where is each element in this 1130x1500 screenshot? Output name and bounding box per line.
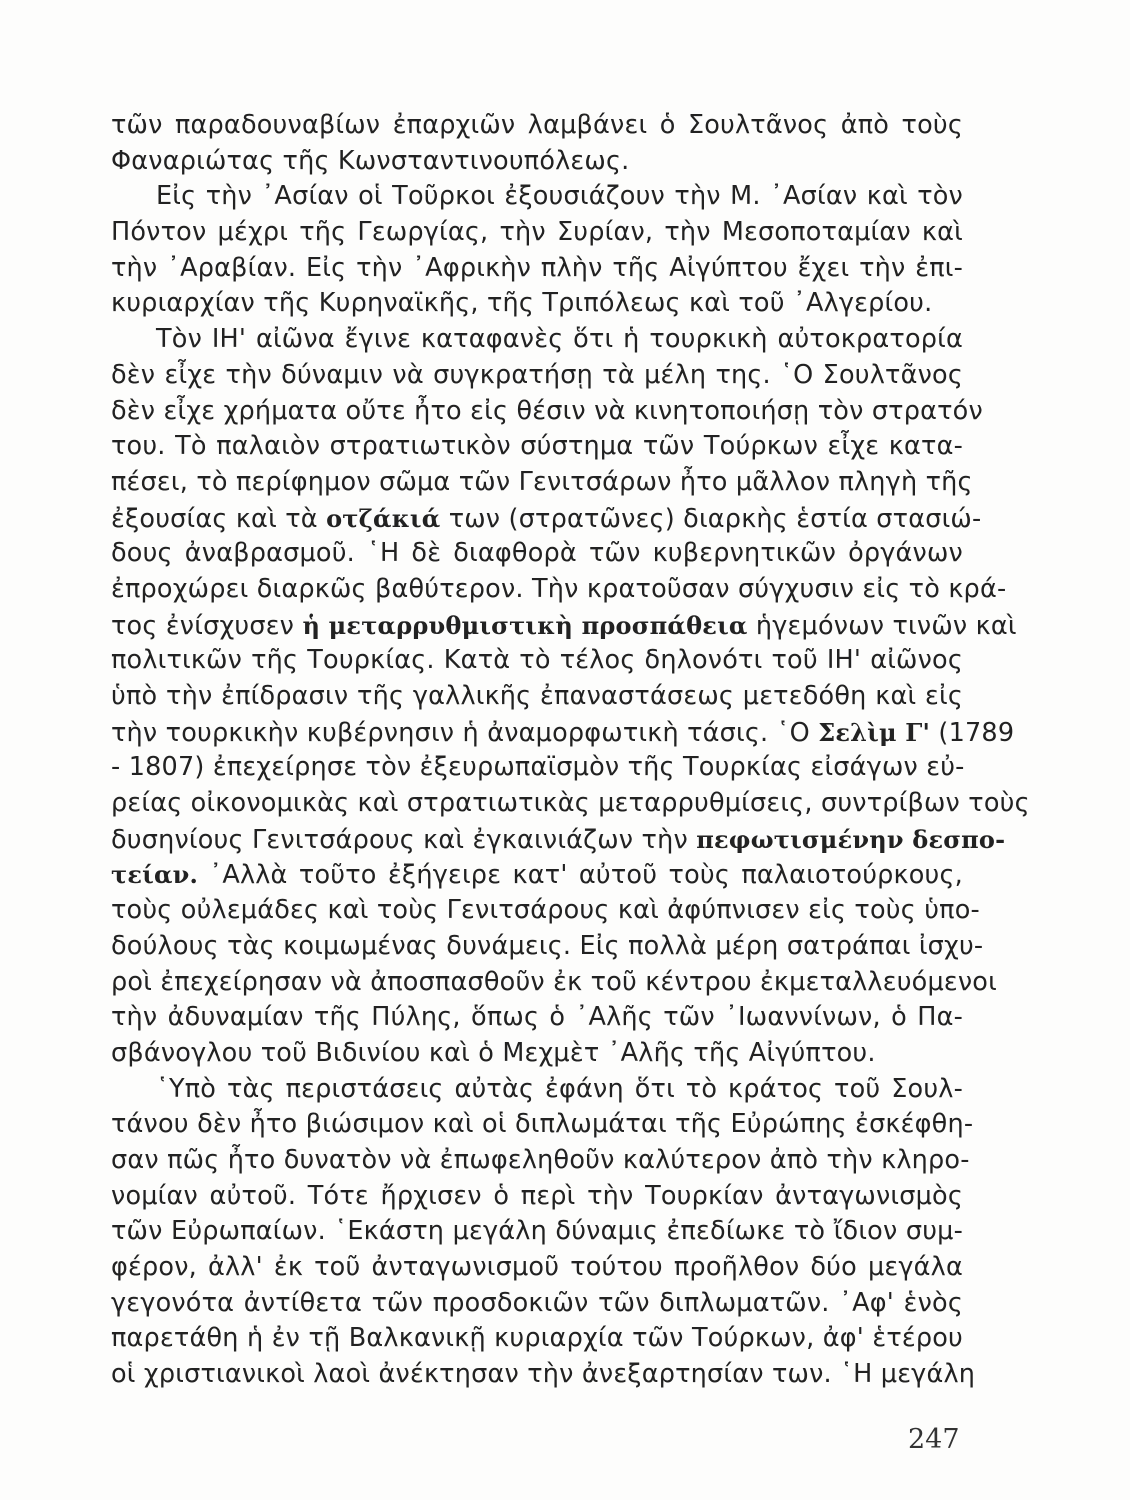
body-text — [111, 108, 1030, 1393]
text-segment: ῾Υπὸ τὰς περιστάσεις αὐτὰς ἐφάνη ὅτι τὸ κράτος τοῦ Σουλ- — [156, 1073, 963, 1104]
text-line — [111, 251, 963, 287]
text-line — [111, 1143, 970, 1179]
text-segment: τοὺς οὐλεμάδες καὶ τοὺς Γενιτσάρους καὶ ἀφύπνισεν εἰς τοὺς ὑπο- — [111, 895, 980, 926]
text-line — [111, 286, 963, 322]
text-segment: πολιτικῶν τῆς Τουρκίας. Κατὰ τὸ τέλος δηλονότι τοῦ ΙΗ' αἰῶνος — [111, 645, 963, 676]
text-line — [111, 1357, 976, 1393]
text-line — [111, 822, 1006, 858]
page-number: 247 — [908, 1424, 960, 1455]
text-segment: νομίαν αὐτοῦ. Τότε ἤρχισεν ὁ περὶ τὴν Τουρκίαν ἀνταγωνισμὸς — [111, 1180, 963, 1211]
text-line — [111, 893, 980, 929]
text-line — [111, 1250, 963, 1286]
text-line — [111, 1179, 963, 1215]
text-line — [111, 108, 963, 144]
text-line — [111, 750, 963, 786]
text-segment: δὲν εἶχε τὴν δύναμιν νὰ συγκρατήσῃ τὰ μέλη της. ῾Ο Σουλτᾶνος — [111, 359, 963, 390]
text-segment: ρείας οἰκονομικὰς καὶ στρατιωτικὰς μεταρρυθμίσεις, συντρίβων τοὺς — [111, 788, 1030, 819]
text-segment: σβάνογλου τοῦ Βιδινίου καὶ ὁ Μεχμὲτ ᾿Αλῆς τῆς Αἰγύπτου. — [111, 1037, 876, 1068]
bold-term: ἡ μεταρρυθμιστικὴ προσπάθεια — [302, 610, 748, 640]
text-line — [111, 1286, 963, 1322]
text-segment: τος ἐνίσχυσεν — [111, 610, 303, 641]
text-line — [111, 1000, 963, 1036]
text-segment: ἡγεμόνων τινῶν καὶ — [747, 610, 1017, 641]
text-segment: Πόντον μέχρι τῆς Γεωργίας, τὴν Συρίαν, τὴν Μεσοποταμίαν καὶ — [111, 217, 963, 248]
text-line — [111, 929, 984, 965]
text-segment: των (στρατῶνες) διαρκὴς ἑστία στασιώ- — [440, 503, 982, 534]
text-segment: Τὸν ΙΗ' αἰῶνα ἔγινε καταφανὲς ὅτι ἡ τουρκικὴ αὐτοκρατορία — [156, 324, 963, 355]
text-segment: τῶν παραδουναβίων ἐπαρχιῶν λαμβάνει ὁ Σουλτᾶνος ἀπὸ τοὺς — [111, 110, 963, 140]
text-segment: Εἰς τὴν ᾿Ασίαν οἱ Τοῦρκοι ἐξουσιάζουν τὴν Μ. ᾿Ασίαν καὶ τὸν — [156, 181, 963, 212]
text-line — [111, 501, 982, 537]
bold-term: οτζάκιά — [326, 503, 441, 533]
text-segment: κυριαρχίαν τῆς Κυρηναϊκῆς, τῆς Τριπόλεως καὶ τοῦ ᾿Αλγερίου. — [111, 288, 933, 319]
text-line — [111, 1107, 974, 1143]
text-line — [111, 1321, 963, 1357]
text-segment: τὴν ἀδυναμίαν τῆς Πύλης, ὅπως ὁ ᾿Αλῆς τῶν ᾿Ιωαννίνων, ὁ Πα- — [111, 1002, 963, 1033]
text-line — [111, 179, 963, 215]
text-line — [111, 715, 1015, 751]
text-line — [111, 608, 1017, 644]
text-segment: ἐπροχώρει διαρκῶς βαθύτερον. Τὴν κρατοῦσαν σύγχυσιν εἰς τὸ κρά- — [111, 573, 1007, 604]
text-segment: τὴν ᾿Αραβίαν. Εἰς τὴν ᾿Αφρικὴν πλὴν τῆς Αἰγύπτου ἔχει τὴν ἐπι- — [111, 252, 963, 283]
text-segment: πέσει, τὸ περίφημον σῶμα τῶν Γενιτσάρων ἦτο μᾶλλον πληγὴ τῆς — [111, 466, 973, 497]
text-line — [111, 536, 963, 572]
bold-term: τείαν. — [111, 860, 199, 890]
text-segment: Φαναριώτας τῆς Κωνσταντινουπόλεως. — [111, 145, 630, 176]
text-line — [111, 1072, 963, 1108]
text-line — [111, 1214, 963, 1250]
text-segment: τὴν τουρκικὴν κυβέρνησιν ἡ ἀναμορφωτικὴ τάσις. ῾Ο — [111, 717, 819, 748]
text-segment: ὑπὸ τὴν ἐπίδρασιν τῆς γαλλικῆς ἐπαναστάσεως μετεδόθη καὶ εἰς — [111, 681, 963, 711]
text-line — [111, 215, 963, 251]
text-segment: ἐξουσίας καὶ τὰ — [111, 503, 327, 534]
text-segment: ᾿Αλλὰ τοῦτο ἐξήγειρε κατ' αὐτοῦ τοὺς παλαιοτούρκους, — [198, 860, 963, 891]
bold-term: πεφωτισμένην δεσπο- — [696, 824, 1006, 854]
text-segment: του. Τὸ παλαιὸν στρατιωτικὸν σύστημα τῶν Τούρκων εἶχε κατα- — [111, 431, 963, 462]
text-line — [111, 394, 983, 430]
text-segment: τῶν Εὐρωπαίων. ῾Εκάστη μεγάλη δύναμις ἐπεδίωκε τὸ ἴδιον συμ- — [111, 1216, 963, 1247]
bold-term: Σελὶμ Γ' — [818, 717, 931, 747]
text-segment: δους ἀναβρασμοῦ. ῾Η δὲ διαφθορὰ τῶν κυβερνητικῶν ὀργάνων — [111, 538, 963, 569]
text-line — [111, 643, 963, 679]
text-segment: (1789 — [930, 717, 1015, 748]
text-line — [111, 1036, 963, 1072]
text-line — [111, 465, 973, 501]
text-line — [111, 322, 963, 358]
text-segment: γεγονότα ἀντίθετα τῶν προσδοκιῶν τῶν διπλωματῶν. ᾿Αφ' ἑνὸς — [111, 1287, 963, 1318]
text-line — [111, 358, 963, 394]
text-segment: τάνου δὲν ἦτο βιώσιμον καὶ οἱ διπλωμάται τῆς Εὐρώπης ἐσκέφθη- — [111, 1109, 974, 1140]
text-segment: - 1807) ἐπεχείρησε τὸν ἐξευρωπαϊσμὸν τῆς Τουρκίας εἰσάγων εὐ- — [111, 752, 965, 783]
text-line — [111, 679, 963, 715]
text-line — [111, 572, 1007, 608]
text-line — [111, 144, 963, 180]
text-segment: δούλους τὰς κοιμωμένας δυνάμεις. Εἰς πολλὰ μέρη σατράπαι ἰσχυ- — [111, 930, 984, 961]
text-segment: οἱ χριστιανικοὶ λαοὶ ἀνέκτησαν τὴν ἀνεξαρτησίαν των. ῾Η μεγάλη — [111, 1359, 976, 1390]
text-segment: δυσηνίους Γενιτσάρους καὶ ἐγκαινιάζων τὴν — [111, 824, 697, 855]
text-segment: ροὶ ἐπεχείρησαν νὰ ἀποσπασθοῦν ἐκ τοῦ κέντρου ἐκμεταλλευόμενοι — [111, 966, 997, 997]
text-segment: σαν πῶς ἦτο δυνατὸν νὰ ἐπωφεληθοῦν καλύτερον ἀπὸ τὴν κληρο- — [111, 1144, 970, 1175]
text-line — [111, 786, 1030, 822]
text-line — [111, 857, 963, 893]
text-line — [111, 965, 997, 1001]
text-segment: δὲν εἶχε χρήματα οὔτε ἦτο εἰς θέσιν νὰ κινητοποιήσῃ τὸν στρατόν — [111, 395, 983, 426]
text-segment: παρετάθη ἡ ἐν τῇ Βαλκανικῇ κυριαρχία τῶν Τούρκων, ἀφ' ἑτέρου — [111, 1323, 963, 1354]
text-segment: φέρον, ἀλλ' ἐκ τοῦ ἀνταγωνισμοῦ τούτου προῆλθον δύο μεγάλα — [111, 1252, 963, 1282]
text-line — [111, 429, 963, 465]
